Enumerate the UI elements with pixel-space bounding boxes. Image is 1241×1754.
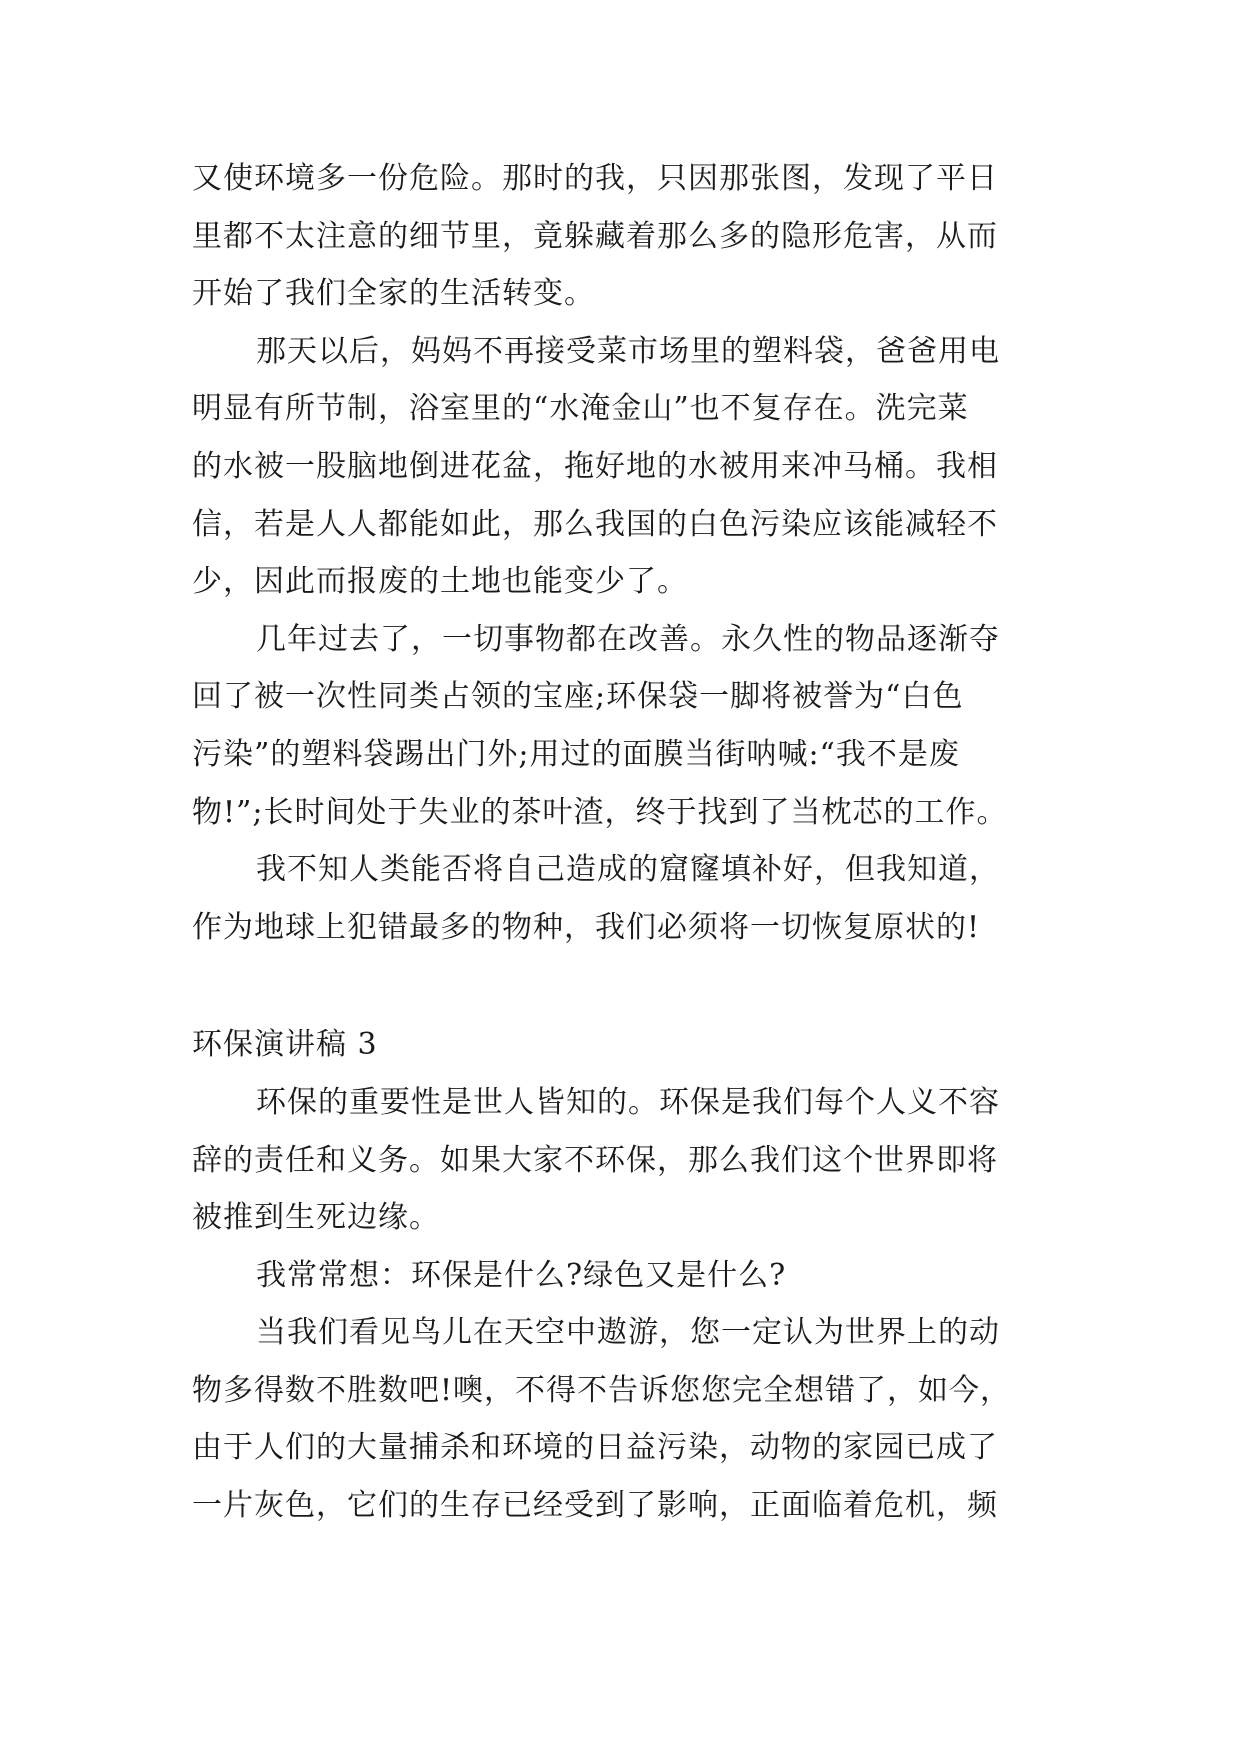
paragraph	[192, 1074, 1072, 1247]
section-title: 环保演讲稿 3	[192, 1027, 378, 1063]
text-line: 少，因此而报废的土地也能变少了。	[192, 564, 688, 600]
text-line: 作为地球上犯错最多的物种，我们必须将一切恢复原状的!	[192, 909, 981, 945]
paragraph	[192, 1247, 1072, 1305]
text-line: 又使环境多一份危险。那时的我，只因那张图，发现了平日	[192, 161, 998, 196]
paragraph	[192, 841, 1072, 956]
text-line: 信，若是人人都能如此，那么我国的白色污染应该能减轻不	[192, 506, 998, 542]
text-line: 环保的重要性是世人皆知的。环保是我们每个人义不容	[256, 1084, 1000, 1120]
text-line: 污染”的塑料袋踢出门外;用过的面膜当街呐喊:“我不是废	[192, 736, 960, 772]
paragraph	[192, 323, 1072, 611]
text-line: 物!”;长时间处于失业的茶叶渣，终于找到了当枕芯的工作。	[192, 794, 1008, 830]
text-line: 明显有所节制，浴室里的“水淹金山”也不复存在。洗完菜	[192, 391, 969, 427]
text-line: 由于人们的大量捕杀和环境的日益污染，动物的家园已成了	[192, 1430, 998, 1466]
text-line: 里都不太注意的细节里，竟躲藏着那么多的隐形危害，从而	[192, 218, 998, 254]
paragraph	[192, 1304, 1072, 1534]
document-body	[192, 150, 1072, 1535]
text-line: 我常常想：环保是什么?绿色又是什么?	[256, 1257, 787, 1293]
paragraph-gap	[192, 956, 1072, 1016]
text-line: 物多得数不胜数吧!噢，不得不告诉您您完全想错了，如今，	[192, 1372, 1012, 1408]
text-line: 辞的责任和义务。如果大家不环保，那么我们这个世界即将	[192, 1142, 998, 1178]
paragraph	[192, 611, 1072, 841]
paragraph	[192, 150, 1072, 323]
text-line: 几年过去了，一切事物都在改善。永久性的物品逐渐夺	[256, 621, 1000, 657]
text-line: 那天以后，妈妈不再接受菜市场里的塑料袋，爸爸用电	[256, 333, 1000, 369]
text-line: 回了被一次性同类占领的宝座;环保袋一脚将被誉为“白色	[192, 679, 964, 715]
text-line: 的水被一股脑地倒进花盆，拖好地的水被用来冲马桶。我相	[192, 448, 998, 484]
text-line: 当我们看见鸟儿在天空中遨游，您一定认为世界上的动	[256, 1315, 1000, 1351]
text-line: 一片灰色，它们的生存已经受到了影响，正面临着危机，频	[192, 1488, 998, 1524]
text-line: 开始了我们全家的生活转变。	[192, 276, 595, 312]
text-line: 被推到生死边缘。	[192, 1200, 440, 1236]
text-line: 我不知人类能否将自己造成的窟窿填补好，但我知道，	[256, 852, 1000, 888]
